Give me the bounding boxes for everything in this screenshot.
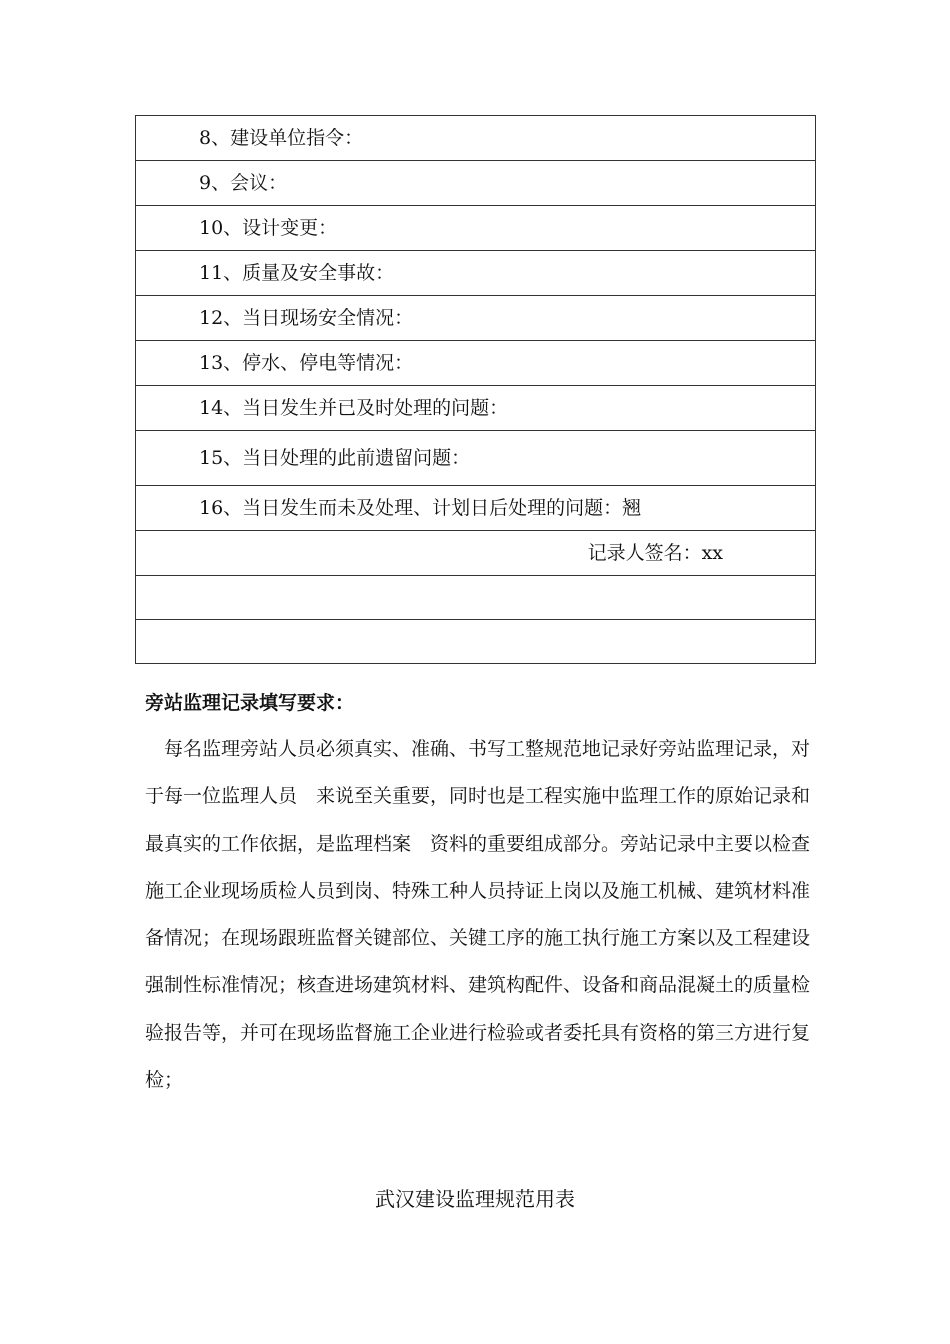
record-item-16: 16、当日发生而未及处理、计划日后处理的问题：翘	[136, 486, 816, 531]
table-row	[136, 486, 816, 531]
table-row	[136, 116, 816, 161]
record-item-8: 8、建设单位指令：	[136, 116, 816, 161]
table-row	[136, 576, 816, 620]
table-row	[136, 386, 816, 431]
record-item-11: 11、质量及安全事故：	[136, 251, 816, 296]
requirements-body: 每名监理旁站人员必须真实、准确、书写工整规范地记录好旁站监理记录，对于每一位监理人员 来说至关重要，同时也是工程实施中监理工作的原始记录和最真实的工作依据，是监理档案 资料的重要组成部分。旁站记录中主要以检查施工企业现场质检人员到岗、特殊工种人员持证上岗以及施工机械、建筑材料准备情况；在现场跟班监督关键部位、关键工序的施工执行施工方案以及工程建设强制性标准情况；核查进场建筑材料、建筑构配件、设备和商品混凝土的质量检验报告等，并可在现场监督施工企业进行检验或者委托具有资格的第三方进行复检；	[145, 738, 811, 1092]
record-item-12: 12、当日现场安全情况：	[136, 296, 816, 341]
record-item-10: 10、设计变更：	[136, 206, 816, 251]
table-row	[136, 251, 816, 296]
empty-cell	[136, 576, 816, 620]
recorder-signature: 记录人签名：xx	[136, 531, 816, 576]
table-row	[136, 620, 816, 664]
footer-title: 武汉建设监理规范用表	[375, 1187, 575, 1211]
table-row	[136, 341, 816, 386]
table-row	[136, 296, 816, 341]
record-item-13: 13、停水、停电等情况：	[136, 341, 816, 386]
record-item-15: 15、当日处理的此前遗留问题：	[136, 431, 816, 486]
table-row	[136, 531, 816, 576]
record-item-14: 14、当日发生并已及时处理的问题：	[136, 386, 816, 431]
supervision-record-table	[135, 115, 816, 664]
table-row	[136, 206, 816, 251]
record-item-9: 9、会议：	[136, 161, 816, 206]
table-row	[136, 161, 816, 206]
requirements-heading: 旁站监理记录填写要求：	[145, 692, 355, 714]
empty-cell	[136, 620, 816, 664]
table-row	[136, 431, 816, 486]
